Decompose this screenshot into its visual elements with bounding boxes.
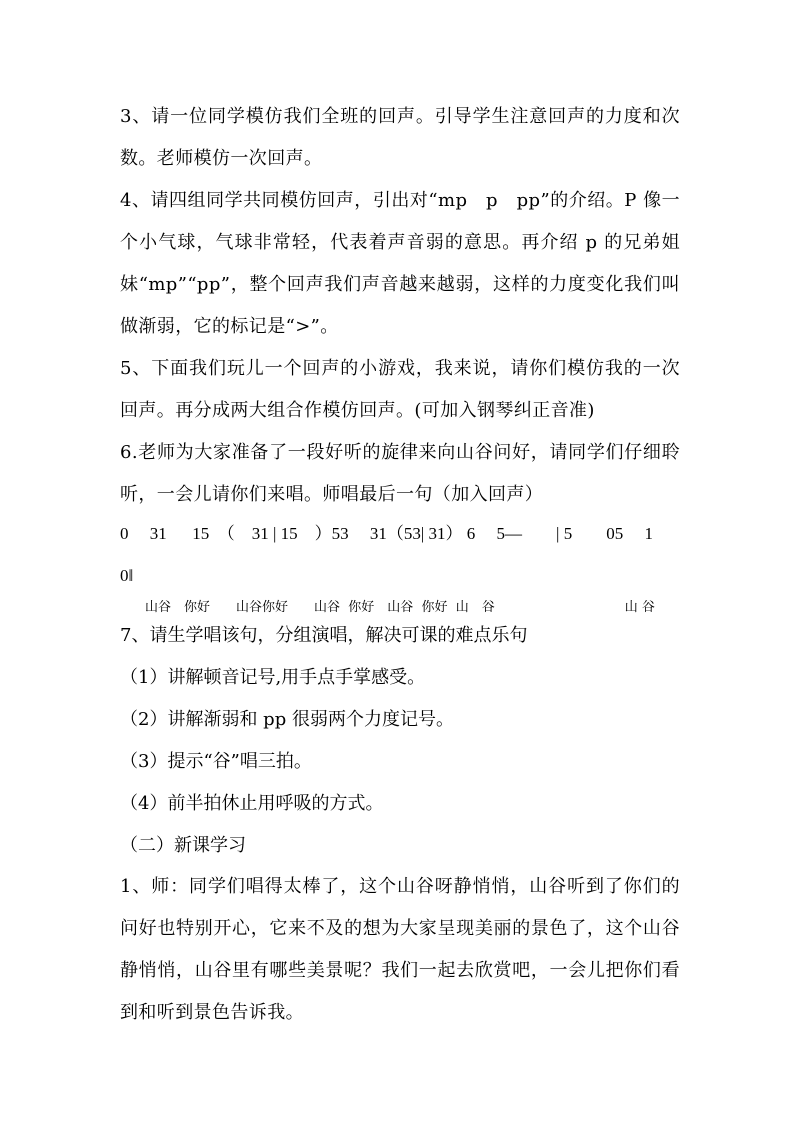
step-4: （4）前半拍休止用呼吸的方式。 [120,793,384,814]
notation-line-2: 0‖ [120,566,134,585]
section-paragraph-1: 1、师：同学们唱得太棒了，这个山谷呀静悄悄，山谷听到了你们的问好也特别开心，它来不及的想为大家呈现美丽的景色了，这个山谷静悄悄，山谷里有哪些美景呢？我们一起去欣赏吧，一会儿把你们看到和听到景色告诉我。 [120,876,680,1023]
paragraph-6: 6.老师为大家准备了一段好听的旋律来向山谷问好，请同学们仔细聆听，一会儿请你们来唱。师唱最后一句（加入回声） [120,442,680,505]
paragraph-3: 3、请一位同学模仿我们全班的回声。引导学生注意回声的力度和次数。老师模仿一次回声。 [120,106,680,169]
notation-line-1: 0 31 15 （ 31 | 15 ）53 31（53| 31） 6 5— | 5 05 1 [120,524,653,543]
step-2: （2）讲解渐弱和 pp 很弱两个力度记号。 [120,709,454,730]
section-heading: （二）新课学习 [120,835,246,856]
paragraph-4: 4、请四组同学共同模仿回声，引出对“mp p pp”的介绍。P 像一个小气球，气球非常轻，代表着声音弱的意思。再介绍 p 的兄弟姐妹“mp”“pp”，整个回声我们声音越来越弱，这样的力度变化我们叫做渐弱，它的标记是“>”。 [120,190,680,337]
paragraph-5: 5、下面我们玩儿一个回声的小游戏，我来说，请你们模仿我的一次回声。再分成两大组合作模仿回声。(可加入钢琴纠正音准) [120,358,680,421]
lyrics-line: 山谷 你好 山谷你好 山谷 你好 山谷 你好 山 谷 山 谷 [145,600,655,615]
step-1: （1）讲解顿音记号,用手点手掌感受。 [120,667,426,688]
step-3: （3）提示“谷”唱三拍。 [120,751,312,772]
paragraph-7: 7、请生学唱该句，分组演唱，解决可课的难点乐句 [120,625,528,646]
